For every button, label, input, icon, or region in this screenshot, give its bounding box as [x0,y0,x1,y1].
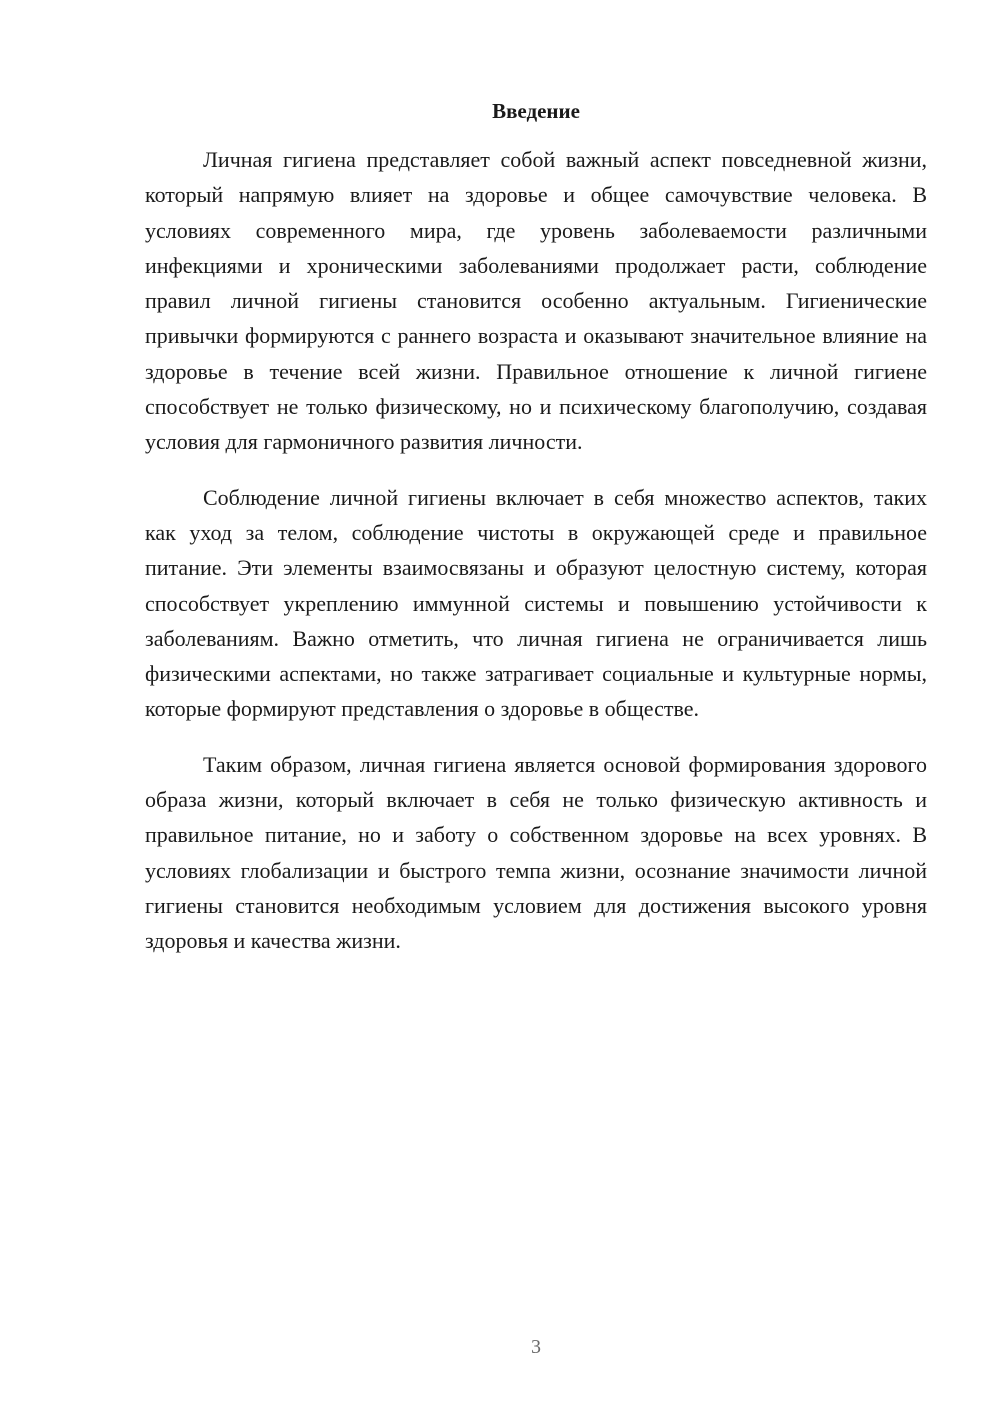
paragraph-3: Таким образом, личная гигиена является основой формирования здорового образа жизни, который включает в себя не только физическую активность и правильное питание, но и заботу о собственном здоровье на всех уровнях. В условиях глобализации и быстрого темпа жизни, осознание значимости личной гигиены становится необходимым условием для достижения высокого уровня здоровья и качества жизни. [145,751,927,954]
document-body [145,142,927,979]
page-heading: Введение [492,99,580,123]
paragraph-2: Соблюдение личной гигиены включает в себя множество аспектов, таких как уход за телом, соблюдение чистоты в окружающей среде и правильное питание. Эти элементы взаимосвязаны и образуют целостную систему, которая способствует укреплению иммунной системы и повышению устойчивости к заболеваниям. Важно отметить, что личная гигиена не ограничивается лишь физическими аспектами, но также затрагивает социальные и культурные нормы, которые формируют представления о здоровье в обществе. [145,484,927,722]
paragraph-1: Личная гигиена представляет собой важный аспект повседневной жизни, который напрямую влияет на здоровье и общее самочувствие человека. В условиях современного мира, где уровень заболеваемости различными инфекциями и хроническими заболеваниями продолжает расти, соблюдение правил личной гигиены становится особенно актуальным. Гигиенические привычки формируются с раннего возраста и оказывают значительное влияние на здоровье в течение всей жизни. Правильное отношение к личной гигиене способствует не только физическому, но и психическому благополучию, создавая условия для гармоничного развития личности. [145,147,927,455]
page-number: 3 [531,1336,541,1358]
